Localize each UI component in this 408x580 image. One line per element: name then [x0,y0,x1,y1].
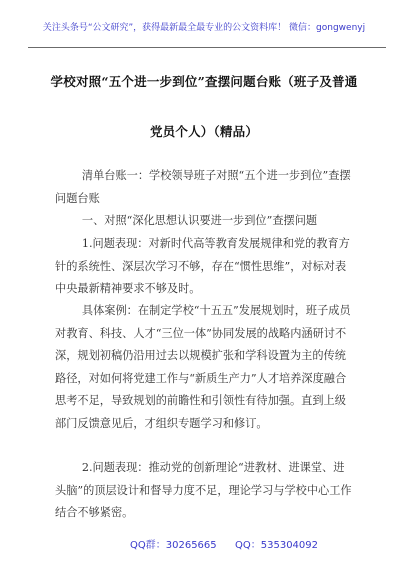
header-divider [28,47,386,48]
footer-qq-group: QQ群：30265665 [130,540,217,551]
footer-qq-number: QQ：535304092 [235,540,319,551]
header-banner [20,22,388,48]
paragraph-issue-1: 1.问题表现：对新时代高等教育发展规律和党的教育方针的系统性、深层次学习不够，存在“惯性思维”，对标对表中央最新精神要求不够及时。 [55,237,350,295]
document-title-line-2: 党员个人）（精品） [149,124,259,139]
footer-contact [0,536,408,552]
paragraph-ledger-intro: 清单台账一：学校领导班子对照“五个进一步到位”查摆问题台账 [55,169,351,205]
paragraph-case-example: 具体案例：在制定学校“十五五”发展规划时，班子成员对教育、科技、人才“三位一体”协同发展的战略内涵研讨不深，规划初稿仍沿用过去以规模扩张和学科设置为主的传统路径，对如何将党建工作与“新质生产力”人才培养深度融合思考不足，导致规划的前瞻性和引领性有待加强。直到上级部门反馈意见后，才组织专题学习和修订。 [55,304,351,430]
paragraph-issue-2: 2.问题表现：推动党的创新理论“进教材、进课堂、进头脑”的顶层设计和督导力度不足，理论学习与学校中心工作结合不够紧密。 [55,461,352,519]
paragraph-section-heading: 一、对照“深化思想认识要进一步到位”查摆问题 [81,214,318,227]
header-banner-text: 关注头条号“公文研究”，获得最新最全最专业的公文资料库！ 微信：gongwenyj [42,23,366,33]
document-title-line-1: 学校对照“五个进一步到位”查摆问题台账（班子及普通 [50,74,358,89]
